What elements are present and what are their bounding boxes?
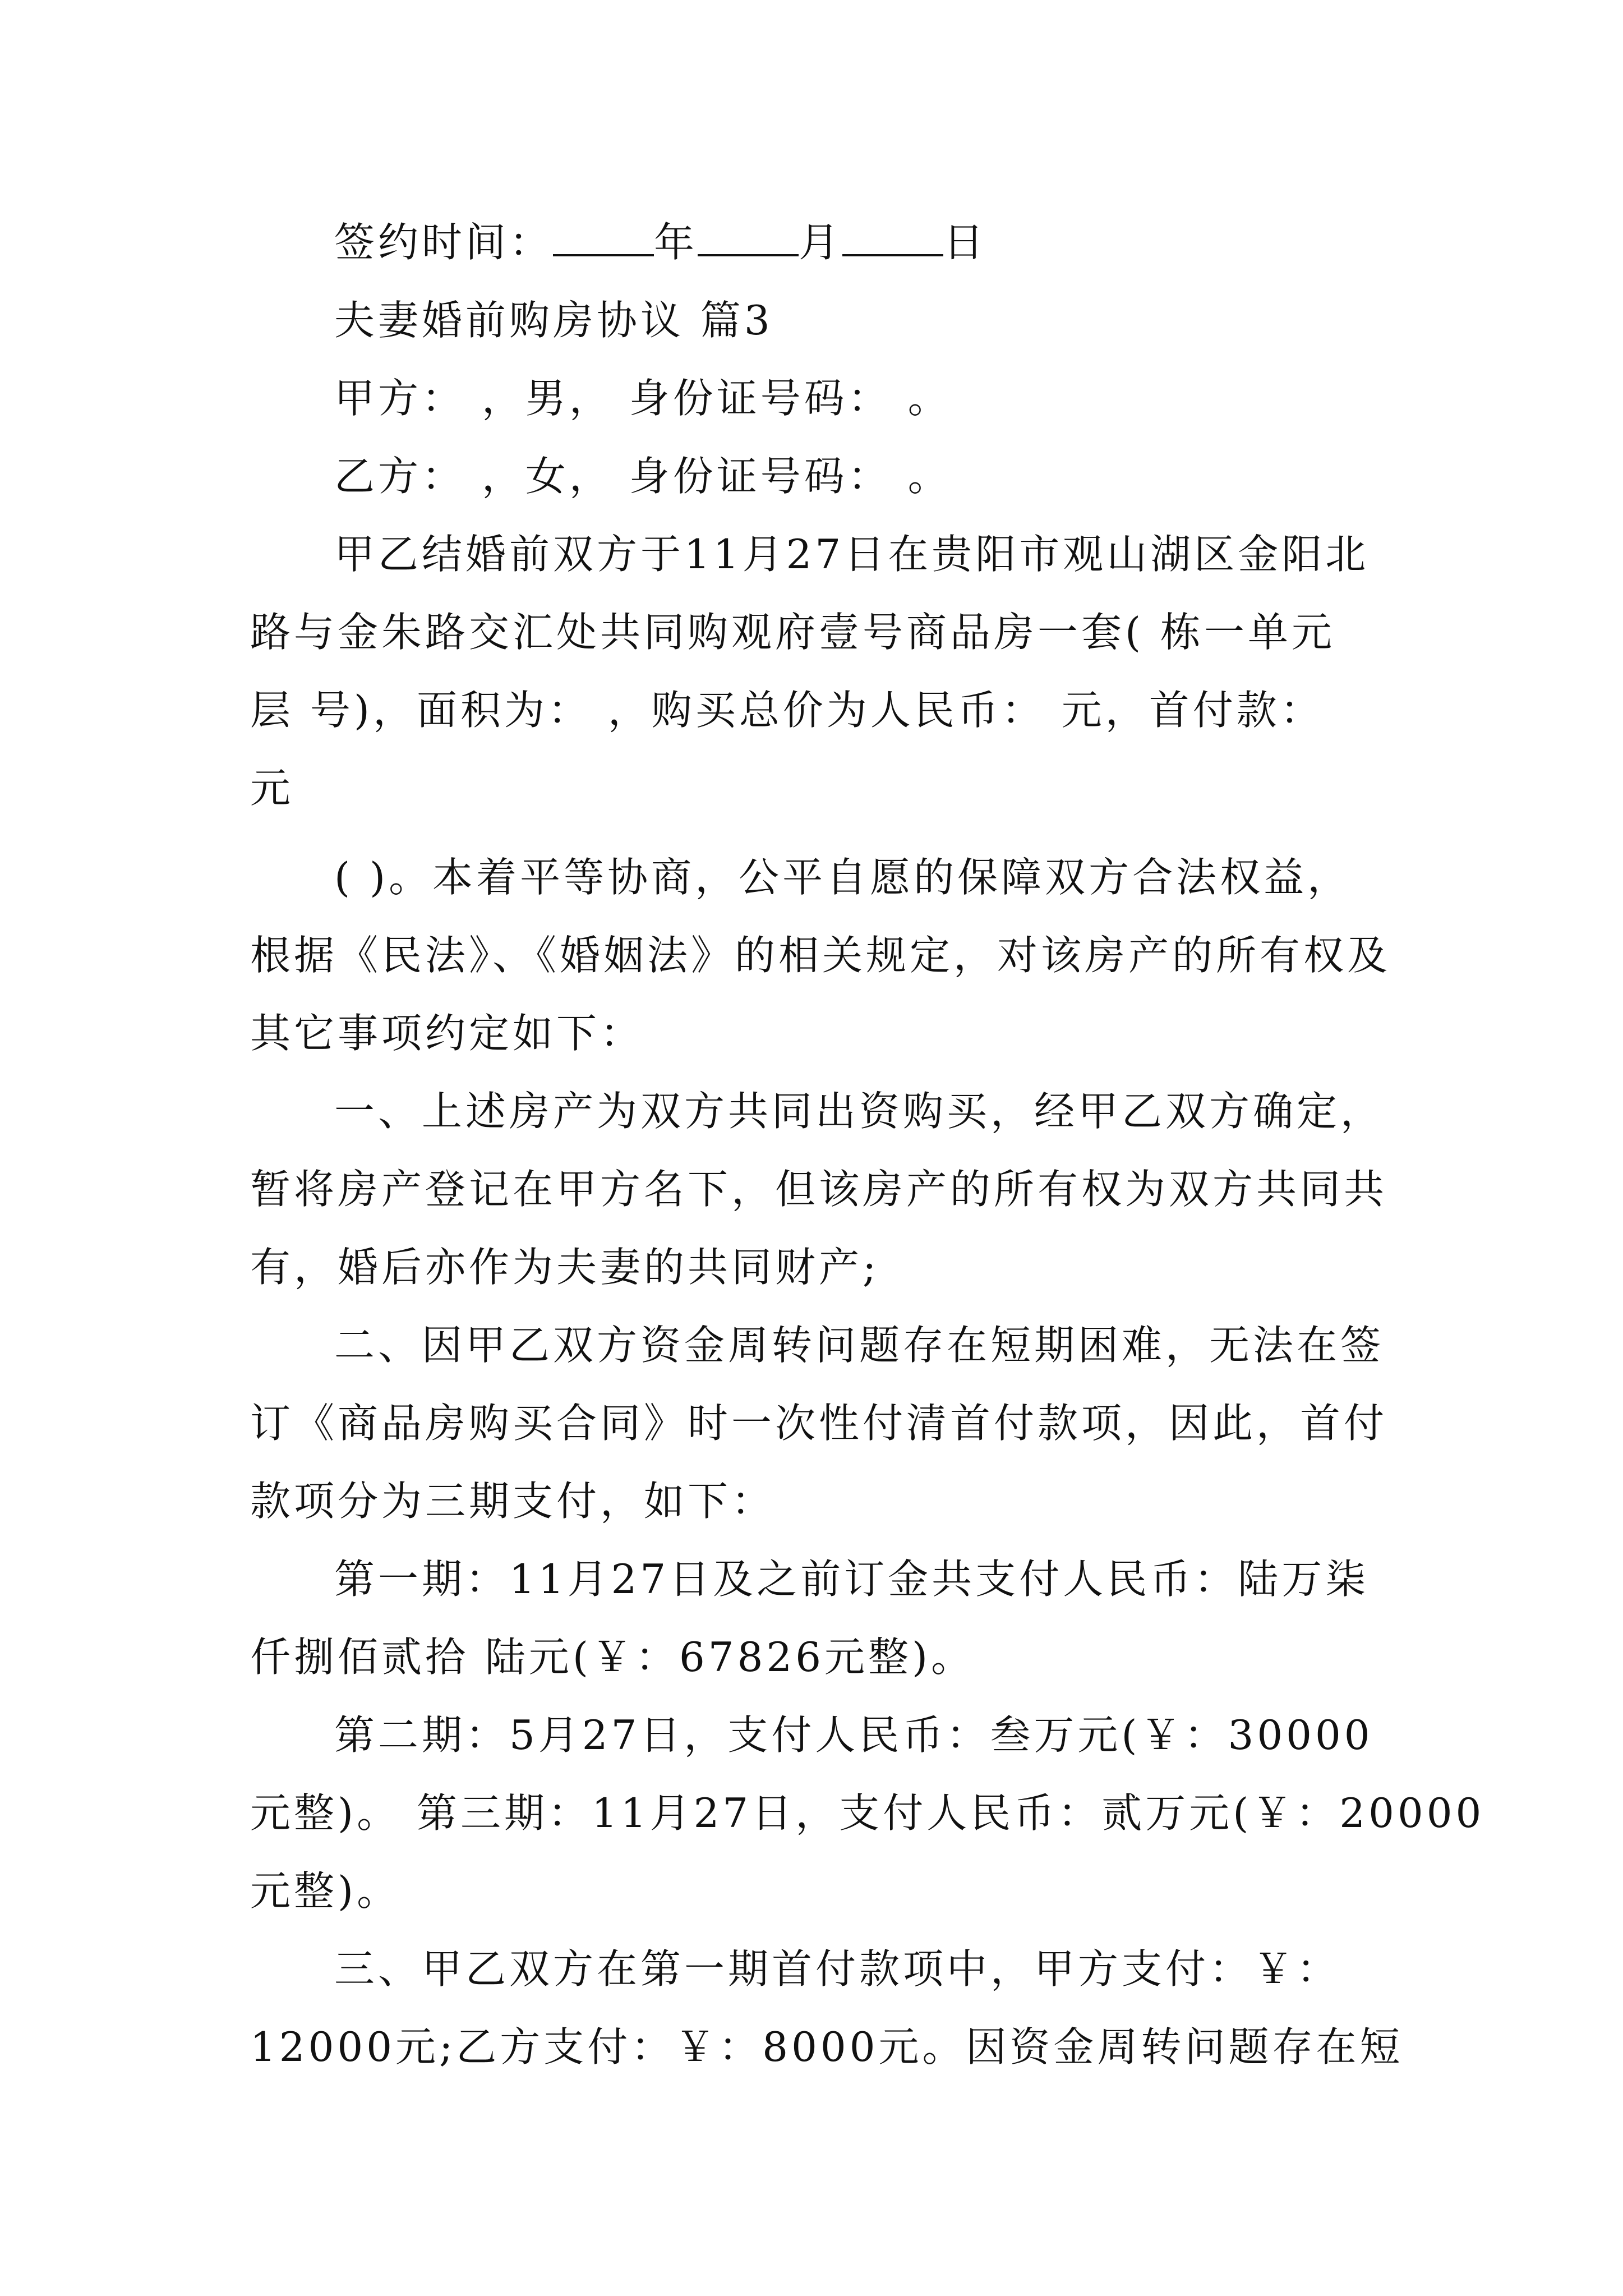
year-label: 年	[654, 219, 698, 266]
party-b-line: 乙方： ，女， 身份证号码： 。	[334, 453, 952, 500]
section-title: 夫妻婚前购房协议 篇3	[334, 297, 773, 344]
paragraph-line: 元整)。 第三期：11月27日，支付人民币：贰万元(￥：20000	[250, 1789, 1485, 1837]
month-label: 月	[799, 219, 843, 266]
installment-two-line: 第二期：5月27日，支付人民币：叁万元(￥：30000	[334, 1711, 1373, 1759]
paragraph-line: 暂将房产登记在甲方名下，但该房产的所有权为双方共同共	[250, 1166, 1388, 1213]
paragraph-line: 元	[250, 765, 294, 812]
sign-date-label: 签约时间：	[334, 219, 554, 266]
paragraph-line: 款项分为三期支付，如下：	[250, 1478, 776, 1525]
paragraph-line: 甲乙结婚前双方于11月27日在贵阳市观山湖区金阳北	[334, 531, 1370, 578]
paragraph-line: 仟捌佰贰拾 陆元(￥：67826元整)。	[250, 1634, 975, 1681]
clause-two-line: 二、因甲乙双方资金周转问题存在短期困难，无法在签	[334, 1322, 1385, 1369]
installment-one-line: 第一期：11月27日及之前订金共支付人民币：陆万柒	[334, 1556, 1370, 1603]
day-label: 日	[943, 219, 988, 266]
paragraph-line: 其它事项约定如下：	[250, 1010, 644, 1057]
paragraph-line: 有，婚后亦作为夫妻的共同财产;	[250, 1244, 880, 1291]
paragraph-line: 路与金朱路交汇处共同购观府壹号商品房一套( 栋一单元	[250, 609, 1335, 656]
month-blank	[698, 220, 799, 256]
paragraph-line: 订《商品房购买合同》时一次性付清首付款项，因此，首付	[250, 1400, 1388, 1447]
paragraph-line: 12000元;乙方支付：￥：8000元。因资金周转问题存在短	[250, 2023, 1404, 2070]
clause-three-line: 三、甲乙双方在第一期首付款项中，甲方支付：￥：	[334, 1945, 1341, 1993]
year-blank	[553, 220, 654, 256]
paragraph-line: 根据《民法》、《婚姻法》的相关规定，对该房产的所有权及	[250, 932, 1391, 979]
day-blank	[842, 220, 943, 256]
clause-one-line: 一、上述房产为双方共同出资购买，经甲乙双方确定，	[334, 1088, 1385, 1135]
agreement-text	[250, 204, 1485, 2086]
paragraph-line: 层 号)，面积为： ，购买总价为人民币： 元，首付款：	[250, 687, 1324, 734]
sign-date-line	[250, 204, 1373, 282]
paragraph-line: 元整)。	[250, 1867, 401, 1915]
paragraph-line: ( )。本着平等协商，公平自愿的保障双方合法权益，	[334, 854, 1352, 901]
party-a-line: 甲方： ，男， 身份证号码： 。	[334, 375, 952, 422]
